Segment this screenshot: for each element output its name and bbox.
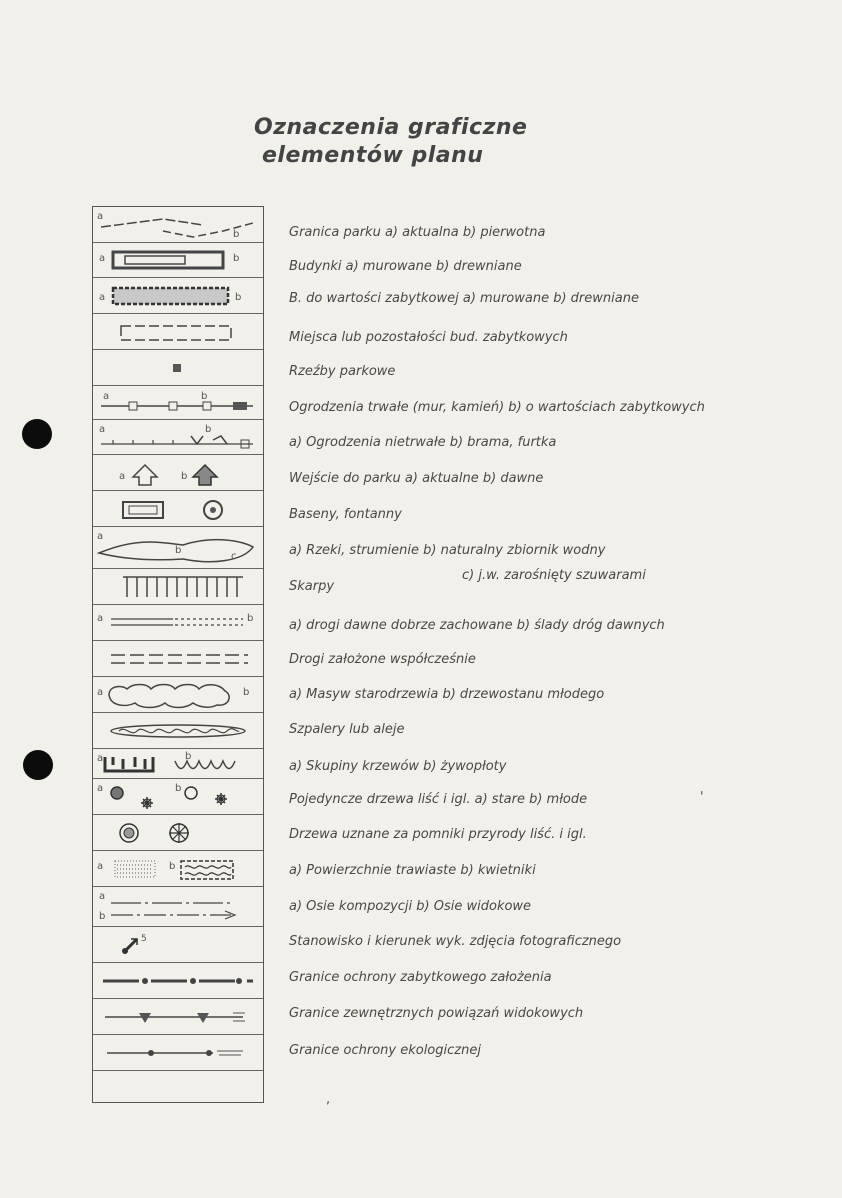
cell-letter-b: b [243,687,250,698]
symbol-cell-protection-boundary [93,963,263,999]
legend-text-tree-stands: a) Masyw starodrzewia b) drzewostanu młodego [289,687,605,702]
cell-letter-b: b [201,391,208,402]
cell-letter-b: b [169,861,176,872]
symbol-cell-park-boundary [93,207,263,243]
old-roads-symbol [93,605,263,641]
legend-text-avenues: Szpalery lub aleje [289,722,405,737]
cell-letter-a: a [119,471,126,482]
legend-text-remains: Miejsca lub pozostałości bud. zabytkowych [289,330,568,345]
pool-fountain-symbol [93,491,263,527]
symbol-cell-monument-trees [93,815,263,851]
historic-buildings-symbol [93,278,263,314]
tree-stand-symbol [93,677,263,713]
cell-letter-a: a [97,753,104,764]
cell-letter-a: a [97,687,104,698]
shrub-hedge-symbol [93,749,263,779]
legend-text-grass: a) Powierzchnie trawiaste b) kwietniki [289,863,536,878]
legend-text-pools: Baseny, fontanny [289,507,402,522]
legend-text-rivers: a) Rzeki, strumienie b) naturalny zbiornik wodny [289,543,606,558]
cell-letter-b: b [99,911,106,922]
legend-text-old-roads: a) drogi dawne dobrze zachowane b) ślady dróg dawnych [289,618,665,633]
avenue-symbol [93,713,263,749]
permanent-fence-symbol [93,386,263,420]
symbol-cell-empty [93,1071,263,1103]
buildings-symbol [93,243,263,278]
view-boundary-symbol [93,999,263,1035]
legend-text-historic-buildings: B. do wartości zabytkowej a) murowane b) drewniane [289,291,639,306]
symbol-cell-view-boundary [93,999,263,1035]
river-symbol [93,527,263,569]
escarpment-symbol [93,569,263,605]
grass-flowerbed-symbol [93,851,263,887]
cell-letter-b: b [175,783,182,794]
entrance-symbol [93,455,263,491]
legend-text-photo-station: Stanowisko i kierunek wyk. zdjęcia fotograficznego [289,934,622,949]
punch-hole-top [22,419,52,449]
legend-text-temporary-fences: a) Ogrodzenia nietrwałe b) brama, furtka [289,435,557,450]
cell-letter-b: b [185,751,192,762]
symbol-cell-historic-buildings [93,278,263,314]
park-boundary-symbol [93,207,263,243]
symbol-cell-pools [93,491,263,527]
symbol-cell-single-trees [93,779,263,815]
symbol-cell-grass [93,851,263,887]
symbol-cell-photo-station [93,927,263,963]
legend-text-axes: a) Osie kompozycji b) Osie widokowe [289,899,532,914]
symbol-cell-old-roads [93,605,263,641]
modern-roads-symbol [93,641,263,677]
cell-letter-a: a [97,861,104,872]
cell-letter-a: a [97,613,104,624]
cell-letter-a: a [99,424,106,435]
cell-letter-c: c [231,551,237,562]
legend-text-shrubs: a) Skupiny krzewów b) żywopłoty [289,759,507,774]
svg-text:5: 5 [141,934,147,944]
remains-symbol [93,314,263,350]
cell-letter-a: a [99,292,106,303]
single-tree-symbol [93,779,263,815]
symbol-cell-temporary-fences [93,420,263,455]
symbol-cell-buildings [93,243,263,278]
cell-letter-a: a [103,391,110,402]
cell-letter-a: a [97,783,104,794]
legend-text-sculptures: Rzeźby parkowe [289,364,396,379]
composition-axis-symbol [93,887,263,927]
symbol-cell-ecological-boundary [93,1035,263,1071]
legend-text-view-boundary: Granice zewnętrznych powiązań widokowych [289,1006,584,1021]
cell-letter-a: a [99,253,106,264]
legend-text-protection-boundary: Granice ochrony zabytkowego założenia [289,970,552,985]
document-title-line1: Oznaczenia graficzne [254,115,528,140]
cell-letter-b: b [205,424,212,435]
legend-text-modern-roads: Drogi założone współcześnie [289,652,476,667]
symbol-cell-axes [93,887,263,927]
symbol-cell-sculptures [93,350,263,386]
legend-text-entrance: Wejście do parku a) aktualne b) dawne [289,471,544,486]
monument-tree-symbol [93,815,263,851]
legend-text-buildings: Budynki a) murowane b) drewniane [289,259,522,274]
legend-text-park-boundary: Granica parku a) aktualna b) pierwotna [289,225,546,240]
cell-letter-b: b [175,545,182,556]
protection-boundary-symbol [93,963,263,999]
sculpture-symbol [93,350,263,386]
legend-text-single-trees: Pojedyncze drzewa liść i igl. a) stare b) młode [289,792,588,807]
legend-text-monument-trees: Drzewa uznane za pomniki przyrody liść. i igl. [289,827,587,842]
legend-text-permanent-fences: Ogrodzenia trwałe (mur, kamień) b) o wartościach zabytkowych [289,400,705,415]
punch-hole-bottom [23,750,53,780]
scan-mark: ' [700,790,704,805]
cell-letter-a: a [99,891,106,902]
symbol-cell-permanent-fences [93,386,263,420]
photo-station-symbol [93,927,263,963]
symbol-cell-escarpments [93,569,263,605]
legend-symbol-table [92,206,264,1103]
scan-mark: , [326,1092,331,1107]
legend-text-ecological-boundary: Granice ochrony ekologicznej [289,1043,481,1058]
symbol-cell-shrubs [93,749,263,779]
cell-letter-a: a [97,531,104,542]
symbol-cell-remains [93,314,263,350]
cell-letter-b: b [235,292,242,303]
document-title-line2: elementów planu [262,143,484,168]
legend-text-escarpments: Skarpy [289,579,335,594]
cell-letter-a: a [97,211,104,222]
cell-letter-b: b [181,471,188,482]
symbol-cell-rivers [93,527,263,569]
symbol-cell-modern-roads [93,641,263,677]
symbol-cell-tree-stands [93,677,263,713]
ecological-boundary-symbol [93,1035,263,1071]
cell-letter-b: b [247,613,254,624]
symbol-cell-entrance [93,455,263,491]
legend-text-overgrown: c) j.w. zarośnięty szuwarami [462,568,646,583]
cell-letter-b: b [233,253,240,264]
temporary-fence-symbol [93,420,263,455]
cell-letter-b: b [233,229,240,240]
symbol-cell-avenues [93,713,263,749]
